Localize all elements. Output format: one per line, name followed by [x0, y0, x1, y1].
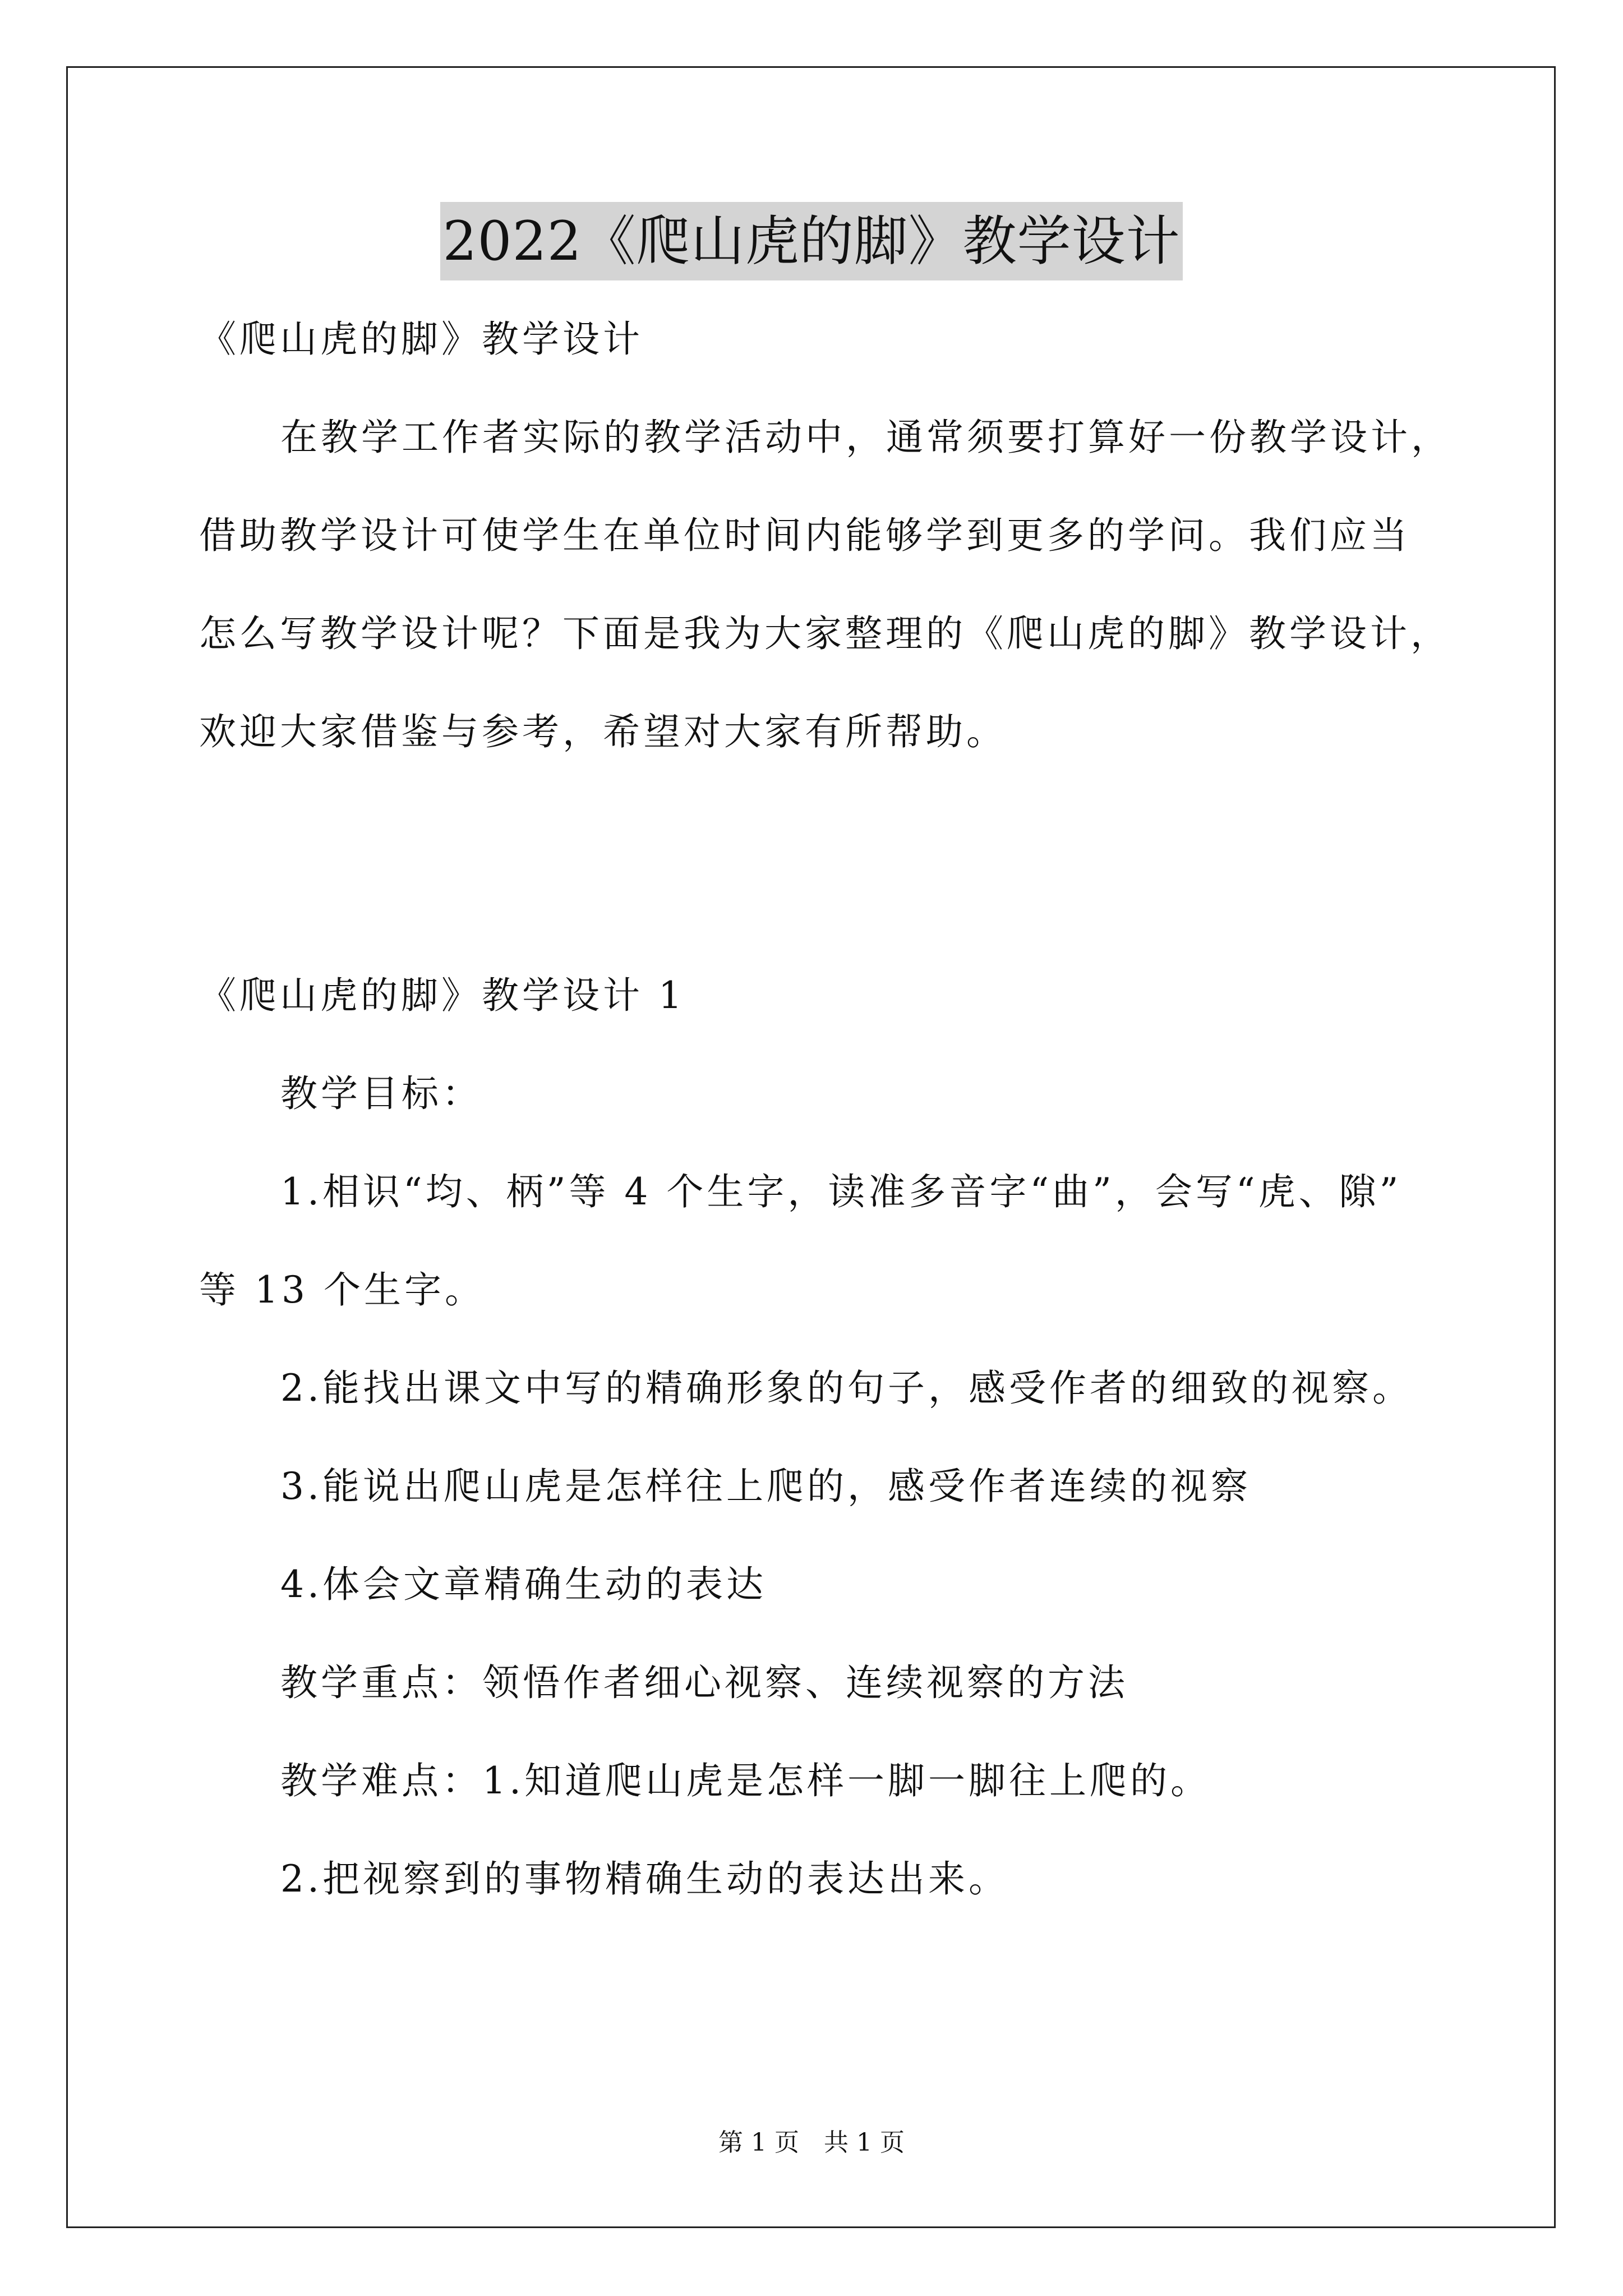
intro-line-1: 在教学工作者实际的教学活动中，通常须要打算好一份教学设计， [280, 416, 1451, 459]
difficulty-2: 2.把视察到的事物精确生动的表达出来。 [280, 1857, 1009, 1901]
subtitle: 《爬山虎的脚》教学设计 [199, 318, 643, 361]
page-footer: 第 1 页 共 1 页 [718, 2128, 905, 2157]
goal-2: 2.能找出课文中写的精确形象的句子，感受作者的细致的视察。 [280, 1366, 1413, 1410]
goal-4: 4.体会文章精确生动的表达 [280, 1563, 767, 1606]
document-title: 2022《爬山虎的脚》教学设计 [440, 202, 1182, 280]
intro-line-4: 欢迎大家借鉴与参考，希望对大家有所帮助。 [199, 710, 1007, 753]
goals-label: 教学目标： [280, 1072, 482, 1115]
title-wrap [0, 202, 1623, 280]
goal-1-line-2: 等 13 个生字。 [199, 1268, 485, 1312]
intro-line-3: 怎么写教学设计呢？下面是我为大家整理的《爬山虎的脚》教学设计， [199, 612, 1451, 655]
intro-line-2: 借助教学设计可使学生在单位时间内能够学到更多的学问。我们应当 [199, 514, 1410, 557]
key-point: 教学重点：领悟作者细心视察、连续视察的方法 [280, 1661, 1128, 1704]
section-heading: 《爬山虎的脚》教学设计 1 [199, 974, 685, 1017]
difficulty-1: 教学难点：1.知道爬山虎是怎样一脚一脚往上爬的。 [280, 1759, 1211, 1802]
goal-3: 3.能说出爬山虎是怎样往上爬的，感受作者连续的视察 [280, 1465, 1251, 1508]
goal-1-line-1: 1.相识“均、柄”等 4 个生字，读准多音字“曲”，会写“虎、隙” [280, 1170, 1402, 1213]
